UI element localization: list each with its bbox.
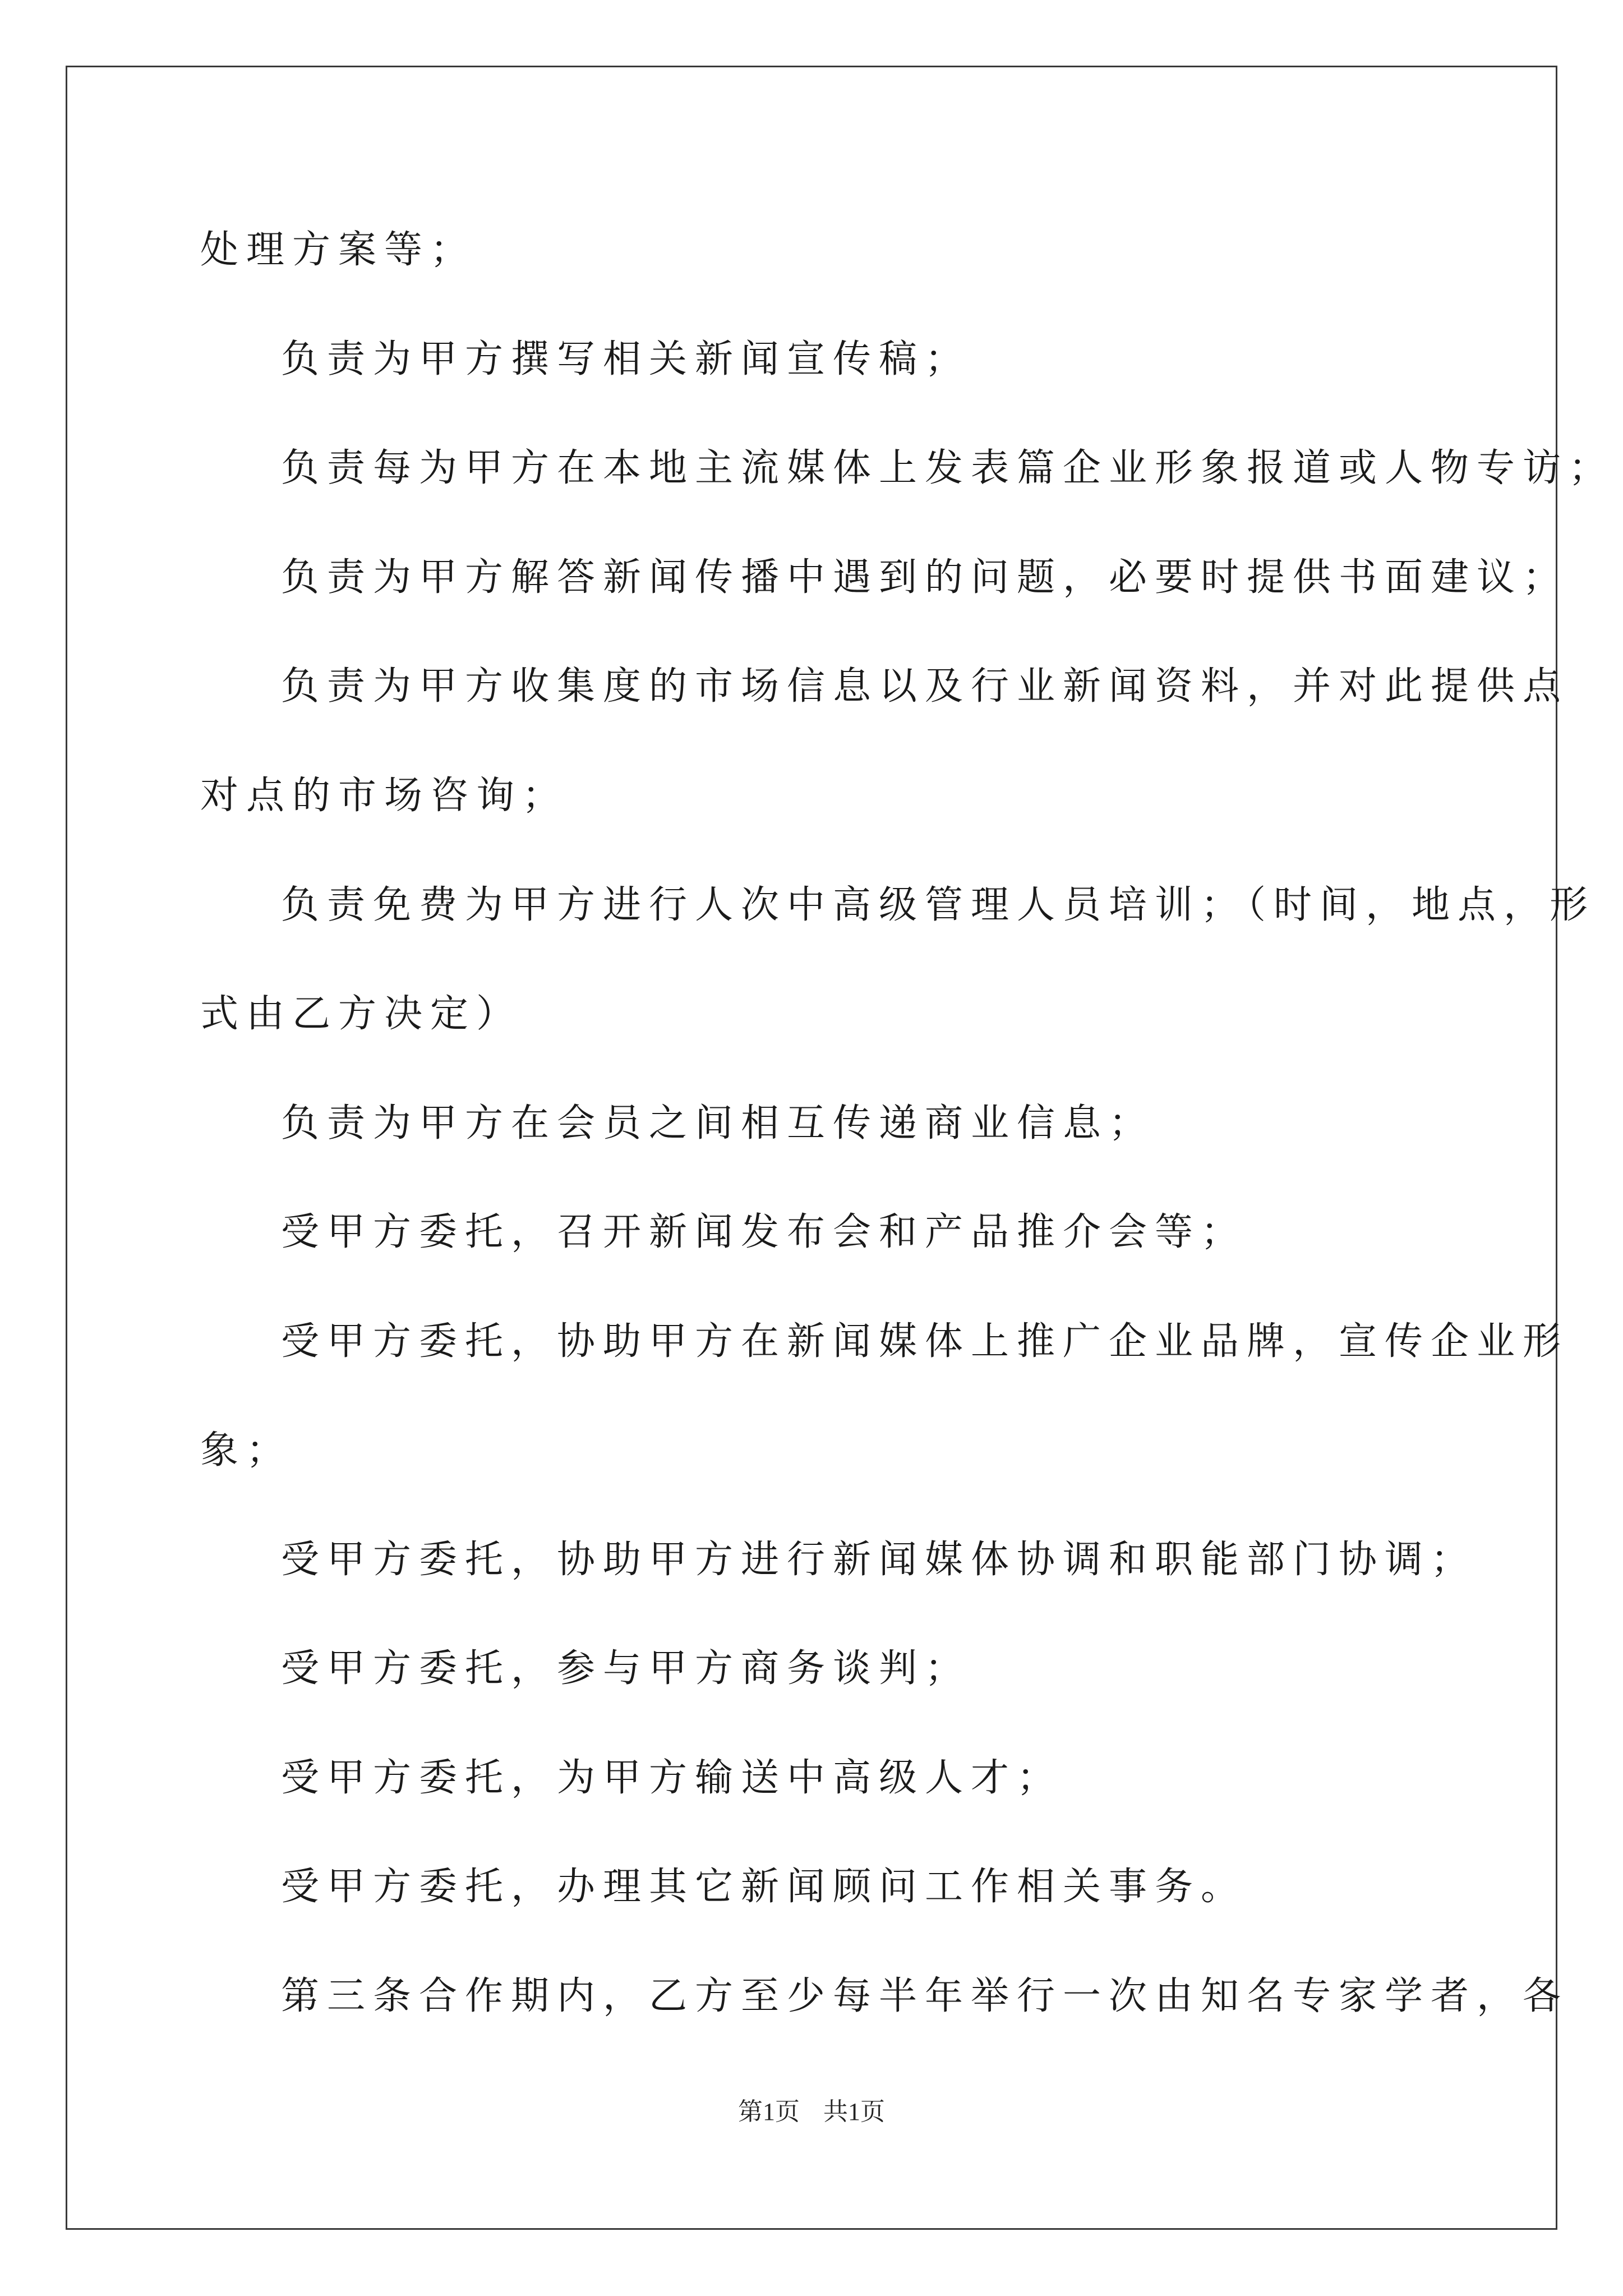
text-line: 受甲方委托，召开新闻发布会和产品推介会等； (281, 1210, 1247, 1254)
text-line: 受甲方委托，协助甲方在新闻媒体上推广企业品牌，宣传企业形 (281, 1319, 1569, 1364)
text-line: 负责每为甲方在本地主流媒体上发表篇企业形象报道或人物专访； (281, 446, 1615, 490)
text-line: 负责为甲方解答新闻传播中遇到的问题，必要时提供书面建议； (281, 555, 1569, 600)
text-line: 第三条合作期内，乙方至少每半年举行一次由知名专家学者，各 (281, 1974, 1569, 2018)
text-line: 受甲方委托，协助甲方进行新闻媒体协调和职能部门协调； (281, 1538, 1477, 1582)
text-line: 受甲方委托，为甲方输送中高级人才； (281, 1756, 1063, 1800)
text-line: 对点的市场咨询； (200, 774, 569, 818)
page-total: 共1页 (823, 2098, 885, 2125)
text-line: 象； (200, 1428, 293, 1473)
text-line: 负责免费为甲方进行人次中高级管理人员培训；（时间，地点，形 (281, 883, 1596, 927)
text-line: 受甲方委托，办理其它新闻顾问工作相关事务。 (281, 1865, 1247, 1909)
text-line: 负责为甲方撰写相关新闻宣传稿； (281, 337, 971, 381)
text-line: 受甲方委托，参与甲方商务谈判； (281, 1646, 971, 1691)
page-number: 第1页 (738, 2098, 800, 2125)
text-line: 负责为甲方在会员之间相互传递商业信息； (281, 1101, 1155, 1145)
text-line: 式由乙方决定） (200, 992, 523, 1036)
page-footer (0, 2091, 1623, 2127)
text-line: 处理方案等； (200, 228, 477, 272)
text-line: 负责为甲方收集度的市场信息以及行业新闻资料，并对此提供点 (281, 664, 1569, 708)
